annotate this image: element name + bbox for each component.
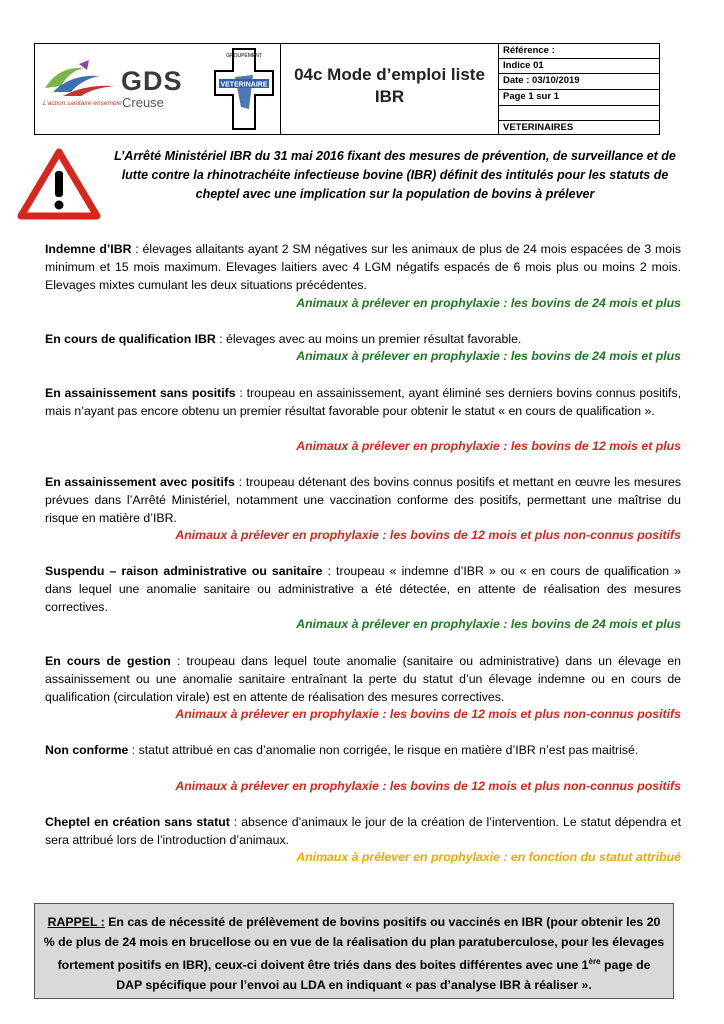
animals-to-sample: Animaux à prélever en prophylaxie : les bovins de 24 mois et plus — [296, 296, 681, 310]
animals-to-sample: Animaux à prélever en prophylaxie : les bovins de 12 mois et plus non-connus positifs — [175, 528, 681, 542]
status-term: Suspendu – raison administrative ou sanitaire — [45, 564, 323, 578]
logo-cell — [35, 44, 281, 134]
status-description-assainissement-sans-positifs — [45, 384, 681, 420]
status-term: Cheptel en création sans statut — [45, 815, 230, 829]
warning-triangle-icon — [16, 147, 102, 221]
status-description-creation-sans-statut — [45, 813, 681, 849]
reminder-label: RAPPEL : — [47, 915, 105, 929]
status-description-suspendu — [45, 562, 681, 616]
veterinary-cross-logo-icon — [213, 47, 275, 131]
ref-reference: Référence : — [503, 45, 555, 56]
ref-date: Date : 03/10/2019 — [503, 75, 580, 86]
ref-indice: Indice 01 — [503, 60, 544, 71]
animals-to-sample: Animaux à prélever en prophylaxie : les bovins de 24 mois et plus — [296, 349, 681, 363]
status-term: En cours de qualification IBR — [45, 332, 216, 346]
status-text: : statut attribué en cas d’anomalie non corrigée, le risque en matière d’IBR n’est pas maitrisé. — [128, 743, 639, 757]
status-text: : troupeau « indemne d’IBR » ou « en cours de qualification » dans lequel une anomalie sanitaire ou administrative a été détectée, en attente de réalisation des mesures correctives. — [45, 564, 681, 614]
document-title: 04c Mode d’emploi liste IBR — [294, 65, 485, 106]
animals-to-sample: Animaux à prélever en prophylaxie : en fonction du statut attribué — [296, 850, 681, 864]
status-text: : troupeau en assainissement, ayant éliminé ses derniers bovins connus positifs, mais n’ayant pas encore obtenu un premier résultat favorable pour obtenir le statut « en cours de qualification ». — [45, 386, 682, 418]
reminder-box — [34, 903, 674, 999]
ref-page: Page 1 sur 1 — [503, 91, 559, 102]
status-description-indemne — [45, 240, 681, 294]
reference-cell — [499, 44, 659, 134]
animals-to-sample: Animaux à prélever en prophylaxie : les bovins de 12 mois et plus non-connus positifs — [175, 707, 681, 721]
status-description-en-cours-qualification — [45, 330, 681, 348]
status-description-assainissement-avec-positifs — [45, 473, 681, 527]
status-text: : élevages avec au moins un premier résultat favorable. — [215, 332, 522, 346]
status-text: : absence d’animaux le jour de la création de l’intervention. Le statut dépendra et sera attribué lors de l’introduction d’animaux. — [45, 815, 681, 847]
status-term: En assainissement sans positifs — [45, 386, 236, 400]
status-term: En cours de gestion — [45, 654, 171, 668]
animals-to-sample: Animaux à prélever en prophylaxie : les bovins de 12 mois et plus — [296, 439, 681, 453]
animals-to-sample: Animaux à prélever en prophylaxie : les bovins de 12 mois et plus non-connus positifs — [175, 779, 681, 793]
org-name: GDS — [121, 66, 183, 96]
reminder-text: En cas de nécessité de prélèvement de bovins positifs ou vaccinés en IBR (pour obtenir les 20 % de plus de 24 mois en brucellose ou en vue de la réalisation du plan paratuberculose, pour les élevages fortement positifs en IBR), ceux-ci doivent être triés dans des boites différentes avec une 1 — [43, 915, 665, 973]
ref-audience: VETERINAIRES — [503, 122, 574, 133]
reminder-superscript: ère — [588, 957, 601, 966]
status-text: : troupeau dans lequel toute anomalie (sanitaire ou administrative) dans un élevage en assainissement ou une anomalie sanitaire entraînant la perte du statut d’un élevage indemne ou en cours de qualification (circulation virale) est en attente de réalisation des mesures correctives. — [45, 654, 681, 704]
status-term: Non conforme — [45, 743, 129, 757]
status-description-en-cours-gestion — [45, 652, 681, 706]
status-text: : élevages allaitants ayant 2 SM négatives sur les animaux de plus de 24 mois espacées de 3 mois minimum et 15 mois maximum. Elevages laitiers avec 4 LGM négatifs espacés de 6 mois plus ou moins 2 mois. Elevages mixtes cumulant les deux situations précédentes. — [45, 242, 681, 292]
animals-to-sample: Animaux à prélever en prophylaxie : les bovins de 24 mois et plus — [296, 617, 681, 631]
status-term: Indemne d’IBR — [45, 242, 132, 256]
document-header — [34, 43, 660, 135]
vet-top-text: GROUPEMENT — [226, 53, 262, 59]
status-term: En assainissement avec positifs — [45, 475, 235, 489]
reminder-text-end: page de DAP spécifique pour l’envoi au LDA en indiquant « pas d’analyse IBR à réaliser ». — [116, 958, 651, 993]
status-text: : troupeau détenant des bovins connus positifs et mettant en œuvre les mesures prévues dans l’Arrêté Ministériel, notamment une vaccination conforme des positifs, permettant une maîtrise du risque en matière d’IBR. — [45, 475, 681, 525]
vet-label-text: VETERINAIRE — [220, 81, 268, 89]
status-description-non-conforme — [45, 741, 681, 759]
org-subname: Creuse — [122, 95, 164, 110]
gds-logo-icon — [41, 58, 119, 100]
org-tagline: L'action sanitaire ensemble — [43, 100, 122, 107]
intro-text: L’Arrêté Ministériel IBR du 31 mai 2016 fixant des mesures de prévention, de surveillance et de lutte contre la rhinotrachéite infectieuse bovine (IBR) définit des intitulés pour les statuts de cheptel avec une implication sur la population de bovins à prélever — [114, 149, 676, 201]
title-cell — [281, 44, 499, 134]
